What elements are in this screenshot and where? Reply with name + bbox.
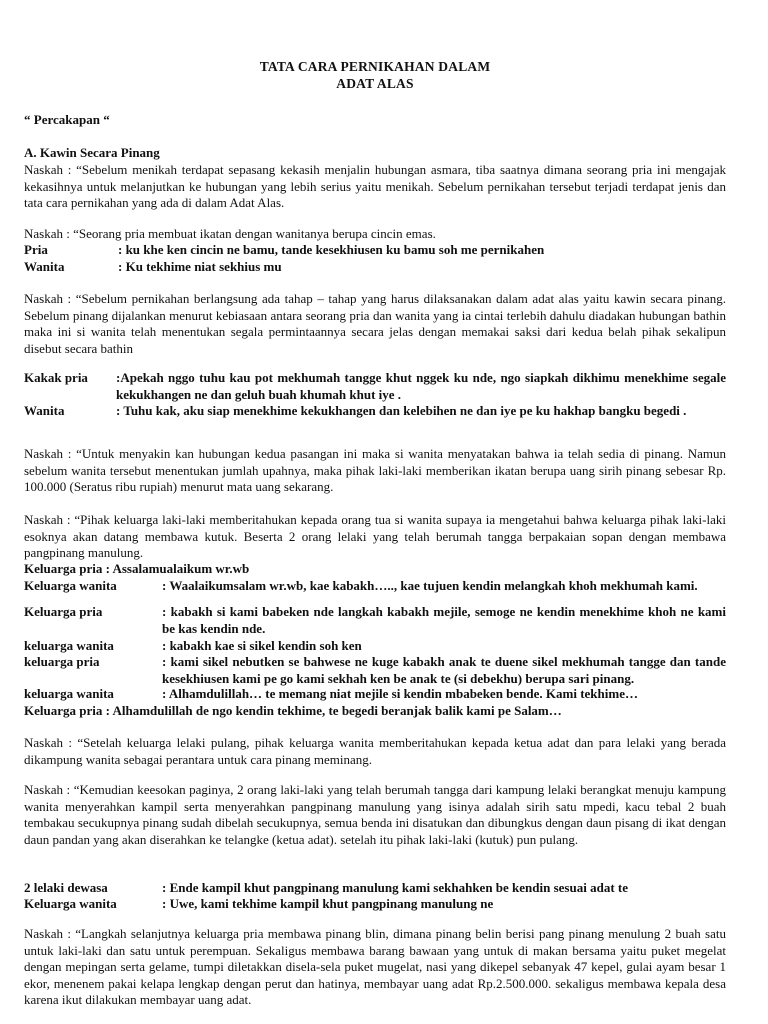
dialogue-speaker: Kakak pria	[24, 370, 88, 385]
dialogue-speaker: Wanita	[24, 259, 65, 274]
dialogue-speaker: Keluarga wanita	[24, 578, 117, 593]
dialogue-line-first: Keluarga pria : Assalamualaikum wr.wb	[24, 561, 250, 576]
dialogue-text: : kami sikel nebutken se bahwese ne kuge kabakh anak te duene sikel mekhumah tangge dan tande kesekhiusen kami pe go kami sekhah ken be anak te (si debekhu) berupa sari pinang.	[162, 654, 726, 686]
dialogue-speaker: keluarga pria	[24, 654, 100, 669]
narration-paragraph-6: Naskah : “Setelah keluarga lelaki pulang, pihak keluarga wanita memberitahukan kepada ketua adat dan para lelaki yang berada dikampung wanita sebagai perantara untuk cara pinang meminang.	[24, 735, 726, 767]
dialogue-text: : ku khe ken cincin ne bamu, tande kesekhiusen ku bamu soh me pernikahen	[118, 242, 545, 257]
narration-paragraph-2: Naskah : “Seorang pria membuat ikatan dengan wanitanya berupa cincin emas.	[24, 226, 436, 241]
dialogue-speaker: keluarga wanita	[24, 638, 114, 653]
narration-paragraph-3: Naskah : “Sebelum pernikahan berlangsung ada tahap – tahap yang harus dilaksanakan dalam adat alas yaitu kawin secara pinang. Sebelum pinang dijalankan menurut kebiasaan antara seorang pria dan wanita yang ia cintai terlebih dahulu diadakan hubungan bathin maka ini si wanita telah menentukan segala permintaannya secara jelas dengan memakai saksi dari kedua belah pihak sekalipun disebut secara bathin	[24, 291, 726, 356]
percakapan-heading: “ Percakapan “	[24, 112, 110, 127]
dialogue-line-last: Keluarga pria : Alhamdulillah de ngo kendin tekhime, te begedi beranjak balik kami pe Salam…	[24, 703, 562, 718]
dialogue-text: : kabakh si kami babeken nde langkah kabakh mejile, semoge ne kendin menekhime khoh ne kami be kas kendin nde.	[162, 604, 726, 636]
dialogue-text: : Uwe, kami tekhime kampil khut pangpinang manulung ne	[162, 896, 494, 911]
dialogue-text: : Alhamdulillah… te memang niat mejile si kendin mbabeken bende. Kami tekhime…	[162, 686, 638, 701]
section-heading-a: A. Kawin Secara Pinang	[24, 145, 160, 160]
document-title-line1: TATA CARA PERNIKAHAN DALAM	[259, 59, 491, 74]
dialogue-text: :Apekah nggo tuhu kau pot mekhumah tangge khut nggek ku nde, ngo siapkah dikhimu menekhime segale kekukhangen ne dan geluh buah khumah khut iye .	[116, 370, 726, 402]
dialogue-speaker: Wanita	[24, 403, 65, 418]
dialogue-speaker: keluarga wanita	[24, 686, 114, 701]
document-title-line2: ADAT ALAS	[336, 76, 414, 91]
dialogue-text: : Waalaikumsalam wr.wb, kae kabakh….., kae tujuen kendin melangkah khoh mekhumah kami.	[162, 578, 698, 593]
dialogue-text: : Ende kampil khut pangpinang manulung kami sekhahken be kendin sesuai adat te	[162, 880, 628, 895]
dialogue-speaker: 2 lelaki dewasa	[24, 880, 108, 895]
dialogue-speaker: Pria	[24, 242, 48, 257]
dialogue-speaker: Keluarga wanita	[24, 896, 117, 911]
dialogue-text: : Ku tekhime niat sekhius mu	[118, 259, 282, 274]
narration-paragraph-4: Naskah : “Untuk menyakin kan hubungan kedua pasangan ini maka si wanita menyatakan bahwa ia telah sedia di pinang. Namun sebelum wanita tersebut menentukan jumlah upahnya, maka pihak laki-laki memberikan ikatan berupa uang sirih pinang sebesar Rp. 100.000 (Seratus ribu rupiah) menurut mata uang sekarang.	[24, 446, 726, 495]
narration-paragraph-5: Naskah : “Pihak keluarga laki-laki memberitahukan kepada orang tua si wanita supaya ia mengetahui bahwa keluarga pihak laki-laki esoknya akan datang membawa kutuk. Beserta 2 orang lelaki yang telah berumah tangga berpakaian sopan dengan membawa pangpinang manulung.	[24, 512, 726, 561]
dialogue-text: : kabakh kae si sikel kendin soh ken	[162, 638, 362, 653]
dialogue-text: : Tuhu kak, aku siap menekhime kekukhangen dan kelebihen ne dan iye pe ku hakhap bangku begedi .	[116, 403, 687, 418]
dialogue-speaker: Keluarga pria	[24, 604, 103, 619]
narration-paragraph-8: Naskah : “Langkah selanjutnya keluarga pria membawa pinang blin, dimana pinang belin berisi pang pinang menulung 2 buah satu untuk laki-laki dan satu untuk perempuan. Sekaligus membawa barang bawaan yang untuk di makan bersama yaitu puket megelat dengan mepingan serta gelame, tumpi diletakkan disela-sela puket mugelat, nasi yang dikepel sebanyak 47 kepel, gulai ayam besar 1 ekor, menenem pakai kelapa lengkap dengan perut dan hatinya, membayar uang adat Rp.2.500.000. sekaligus membawa kepala desa karena ikut dilakukan membayar uang adat.	[24, 926, 726, 1008]
narration-paragraph-7: Naskah : “Kemudian keesokan paginya, 2 orang laki-laki yang telah berumah tangga dari kampung lelaki berangkat menuju kampung wanita menyerahkan kampil serta menyerahkan pangpinang manulung yang isinya adalah sirih satu mpedi, kacu tebal 2 buah tembakau secukupnya pinang sudah dibelah secukupnya, semua benda ini disatukan dan dibungkus dengan daun pisang di ikat dengan daun pandan yang akan diserahkan ke telangke (ketua adat). setelah itu pihak laki-laki (kutuk) pun pulang.	[24, 782, 726, 847]
narration-paragraph-1: Naskah : “Sebelum menikah terdapat sepasang kekasih menjalin hubungan asmara, tiba saatnya dimana seorang pria ini mengajak kekasihnya untuk melanjutkan ke hubungan yang lebih serius yaitu menikah. Sebelum pernikahan tersebut terjadi terdapat jenis dan tata cara pernikahan yang ada di dalam Adat Alas.	[24, 162, 726, 211]
